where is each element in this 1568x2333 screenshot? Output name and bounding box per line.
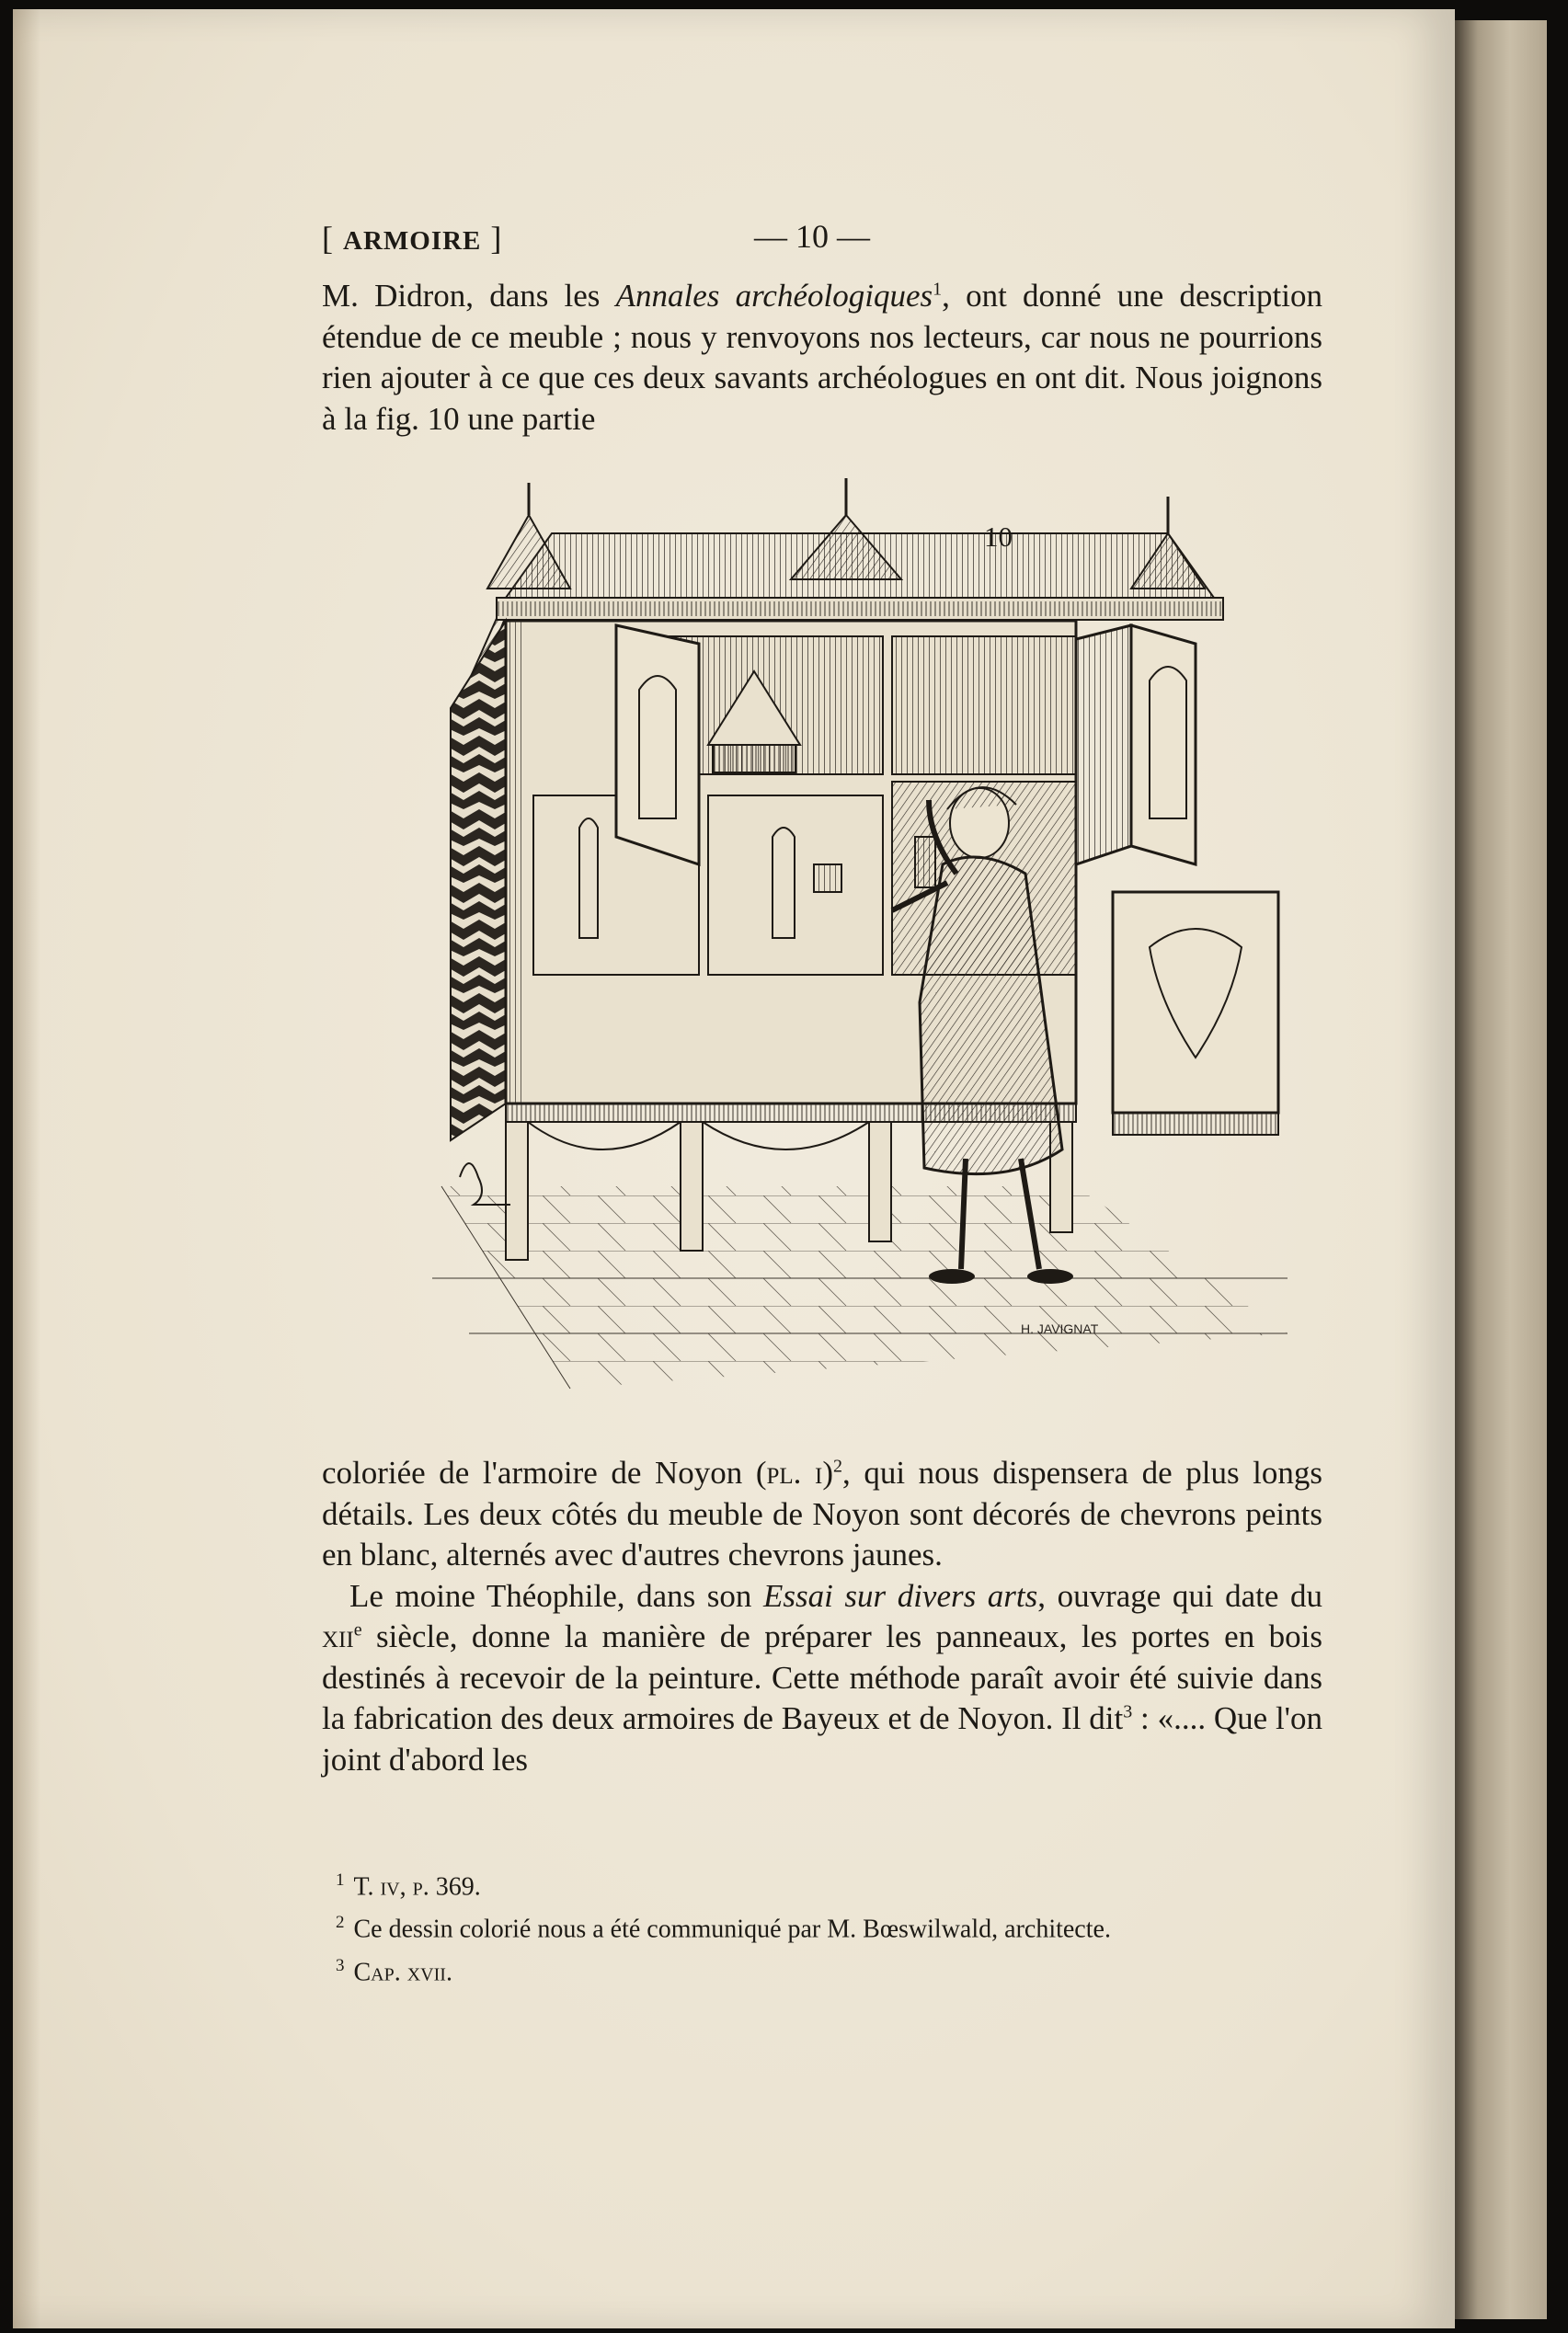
footnote-2 <box>336 1904 1255 1947</box>
footnote-3 <box>336 1948 1255 1990</box>
p3-text-a: Le moine Théophile, dans son <box>349 1577 763 1614</box>
running-header <box>322 219 1322 265</box>
p1-title-annales: Annales archéologiques <box>615 278 933 314</box>
footnote-mark: 3 <box>336 1955 345 1975</box>
figure-engraving <box>432 478 1288 1407</box>
p3-text-b: , ouvrage qui date du <box>1037 1577 1322 1614</box>
paragraph-2 <box>322 1453 1322 1576</box>
bracket-open: [ <box>322 220 334 257</box>
paragraph-3 <box>322 1576 1322 1781</box>
footnote-text: Ce dessin colorié nous a été communiqué par M. Bœswilwald, architecte. <box>353 1915 1111 1944</box>
footnotes <box>336 1862 1255 1990</box>
plate-reference: pl. i <box>766 1455 823 1491</box>
footnote-mark: 2 <box>336 1913 345 1933</box>
page-gutter <box>13 9 40 2328</box>
footnote-mark: 1 <box>336 1870 345 1890</box>
facing-page-edge <box>1455 20 1547 2319</box>
footnote-ref-1: 1 <box>933 279 943 300</box>
footnote-ref-2: 2 <box>832 1456 842 1477</box>
century-numeral: xii <box>322 1618 354 1654</box>
p1-text-b: , ont donné une description étendue de ce meuble ; nous y renvoyons nos lecteurs, car nous ne pourrions rien ajouter à ce que ces deux savants archéologues en ont dit. Nous joignons à la fig. 10 une partie <box>322 278 1322 437</box>
p2-paren-close: ) <box>822 1455 833 1491</box>
p1-text-a: M. Didron, dans les <box>322 278 616 314</box>
engraver-signature: H. JAVIGNAT <box>1021 1321 1099 1336</box>
century-suffix: e <box>353 1619 362 1641</box>
page-number: — 10 — <box>754 218 870 255</box>
running-head <box>322 219 502 257</box>
tiled-floor <box>432 1186 1288 1389</box>
footnote-ref-3: 3 <box>1123 1701 1133 1722</box>
p2-text-a: coloriée de l'armoire de Noyon ( <box>322 1455 767 1491</box>
paragraph-2-3 <box>322 1453 1322 1780</box>
paragraph-1 <box>322 276 1322 440</box>
p2-text-b: , qui nous dispensera de plus longs détails. Les deux côtés du meuble de Noyon sont décorés de chevrons peints en blanc, alternés avec d'autres chevrons jaunes. <box>322 1455 1323 1572</box>
section-title: ARMOIRE <box>343 226 482 256</box>
p3-text-c: siècle, donne la manière de préparer les panneaux, les portes en bois destinés à recevoir de la peinture. Cette méthode paraît avoir été suivie dans la fabrication des deux armoires de Bayeux et de Noyon. Il dit <box>322 1618 1322 1736</box>
footnote-text: Cap. xvii. <box>353 1957 452 1986</box>
bracket-close: ] <box>490 220 503 257</box>
footnote-text: T. iv, p. 369. <box>353 1872 481 1902</box>
p3-text-d: : «.... Que l'on joint d'abord les <box>322 1700 1322 1778</box>
footnote-1 <box>336 1862 1255 1904</box>
p3-title-essai: Essai sur divers arts <box>763 1577 1038 1614</box>
